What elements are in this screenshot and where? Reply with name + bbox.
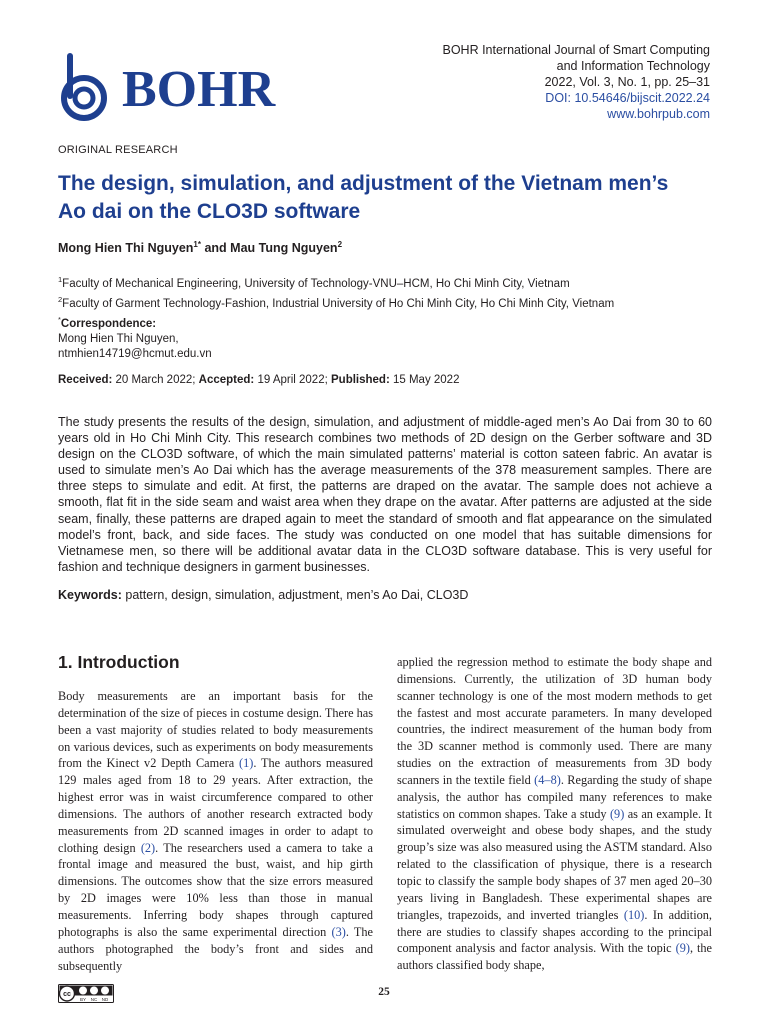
body-text: . The authors photographed the body’s front and sides and subsequently [58,924,373,973]
citation-link[interactable]: (4–8) [534,772,561,787]
svg-text:cc: cc [63,991,71,998]
journal-meta [350,42,710,122]
page-number: 25 [378,986,390,998]
correspondence [58,312,212,362]
author-2-sup: 2 [337,240,343,249]
intro-column-left [58,688,373,974]
abstract-line: The study presents the results of the design, simulation, and adjustment of middle-aged men’s Ao Dai from 30 to [58,415,694,429]
abstract-line: is used to simulate men’s Ao Dai which has the average measurements of the 378 measurement samples. There [58,447,712,478]
affiliation-1 [58,272,614,292]
body-text: . The researchers used a camera to take a frontal image and measured the bust, waist, and hip girth dimensions. The outcomes show that the size errors measured by 2D images were 10% less than those in manual measurements. Inferring body shapes through captured photographs is also the same experimental direction [58,840,373,939]
affiliation-2-sup: 2 [58,294,63,304]
body-text: . Regarding the study of shape analysis, the author has compiled many references to make statistics on common shapes. Take a study [397,772,712,821]
affiliations [58,272,614,312]
author-1: Mong Hien Thi Nguyen [58,241,194,256]
correspondence-label: Correspondence: [60,317,157,330]
abstract-line: dimensions for Vietnamese men, so there will be additional avatar data in the CLO3D software database. This is [58,527,712,558]
correspondence-sup: * [58,315,61,324]
received-date: 20 March 2022; [112,374,199,386]
journal-name-line1: BOHR International Journal of Smart Computing [442,43,710,57]
correspondence-email[interactable]: ntmhien14719@hcmut.edu.vn [58,347,212,360]
received-label: Received: [58,374,113,386]
accepted-label: Accepted: [198,374,255,386]
citation-link[interactable]: (9) [675,941,690,956]
accepted-date: 19 April 2022; [254,374,331,386]
author-2: Mau Tung Nguyen [230,241,338,256]
body-text: Body measurements are an important basis for the determination of the size of pieces in costume design. There has been a vast majority of studies related to body measurements on various devices, such as experiments on body measurements from the Kinect v2 Depth Camera [58,689,373,771]
abstract-line: 3D design on the CLO3D software, of which the main simulated patterns’ material is cotton sateen fabric. An avatar [58,431,712,462]
abstract-line: are three steps to simulate and edit. At first, the patterns are draped on the avatar. The sample does not achieve [58,463,712,494]
body-text: applied the regression method to estimate the body shape and dimensions. Currently, the utilization of 3D human body scanner technology is one of the most modern methods to get the fastest and most accurate parameters. In many developed countries, the indirect measurement of the human body from the 3D scanner method is commonly used. There are many studies on the extraction of measurements from 3D body scanners in the textile field [397,655,712,787]
published-label: Published: [331,374,390,386]
article-type: ORIGINAL RESEARCH [58,144,178,156]
license-nd-text: ND [101,997,109,1002]
keywords [58,588,468,602]
body-text: , the authors classified body shape, [397,941,713,973]
bohr-logo-text: BOHR [122,61,276,118]
citation-link[interactable]: (1) [239,756,254,771]
affiliation-1-sup: 1 [58,275,63,284]
section-heading-introduction: 1. Introduction [58,652,180,672]
citation-link[interactable]: (3) [331,924,346,939]
bohr-logo-mark-icon [58,52,118,122]
affiliation-2 [58,292,614,312]
keywords-label: Keywords: [58,588,122,602]
abstract-line: very useful for fashion and technique designers in garment businesses. [58,543,712,574]
published-date: 15 May 2022 [389,374,460,386]
article-dates [58,374,459,386]
correspondence-name: Mong Hien Thi Nguyen, [58,332,179,345]
journal-issue: 2022, Vol. 3, No. 1, pp. 25–31 [544,75,710,89]
license-by-text: BY [79,997,87,1002]
license-nc-text: NC [90,997,98,1002]
keywords-text: pattern, design, simulation, adjustment, men’s Ao Dai, CLO3D [125,588,469,602]
author-1-sup: 1* [193,240,201,249]
bohr-logo [58,52,288,122]
abstract-line: on the simulated model’s front, back, and side faces. The study was conducted on one model that has suitable [58,511,712,542]
citation-link[interactable]: (10) [623,907,645,922]
article-title-line2: Ao dai on the CLO3D software [58,200,361,223]
citation-link[interactable]: (2) [140,840,156,855]
website-link[interactable]: www.bohrpub.com [607,107,710,121]
journal-name-line2: and Information Technology [556,59,710,73]
abstract-line: a smooth, flat fit in the side seam and waist area when they drape on the avatar. After patterns are adjusted [58,479,712,510]
affiliation-2-text: Faculty of Garment Technology-Fashion, Industrial University of Ho Chi Minh City, Ho Chi Minh City, Vietnam [62,297,615,310]
doi-link[interactable]: DOI: 10.54646/bijscit.2022.24 [545,91,710,105]
intro-column-right [397,654,712,974]
affiliation-1-text: Faculty of Mechanical Engineering, University of Technology-VNU–HCM, Ho Chi Minh City, Vietnam [62,277,570,290]
abstract [58,414,712,575]
article-title-line1: The design, simulation, and adjustment of the Vietnam men’s [58,172,669,195]
author-conjunction: and [200,241,231,256]
body-text: . The authors measured 129 males aged from 18 to 29 years. After extraction, the highest error was in waist circumference compared to other dimensions. The authors of another research extracted body measurements from 2D scanned images in order to adapt to clothing design [58,756,374,855]
citation-link[interactable]: (9) [609,806,625,821]
body-text: . In addition, there are studies to classify shapes according to the principal component analysis and factor analysis. With the topic [397,907,713,956]
author-list [58,240,342,255]
article-title [58,170,718,226]
abstract-line: 60 years old in Ho Chi Minh City. This research combines two methods of 2D design on the Gerber software and [58,415,712,446]
body-text: as an example. It simulated overweight and obese body shapes, and the study group’s size was also measured using the ASTM standard. Also related to the classification of physique, there is a research topic to classify the sample body shapes of 37 men aged 20–30 years living in Bangladesh. These experimental shapes are triangles, trapezoids, and inverted triangles [397,806,712,922]
abstract-line: at the side seam, finally, these patterns are draped again to meet the standard of smooth and flat appearance [58,495,712,526]
